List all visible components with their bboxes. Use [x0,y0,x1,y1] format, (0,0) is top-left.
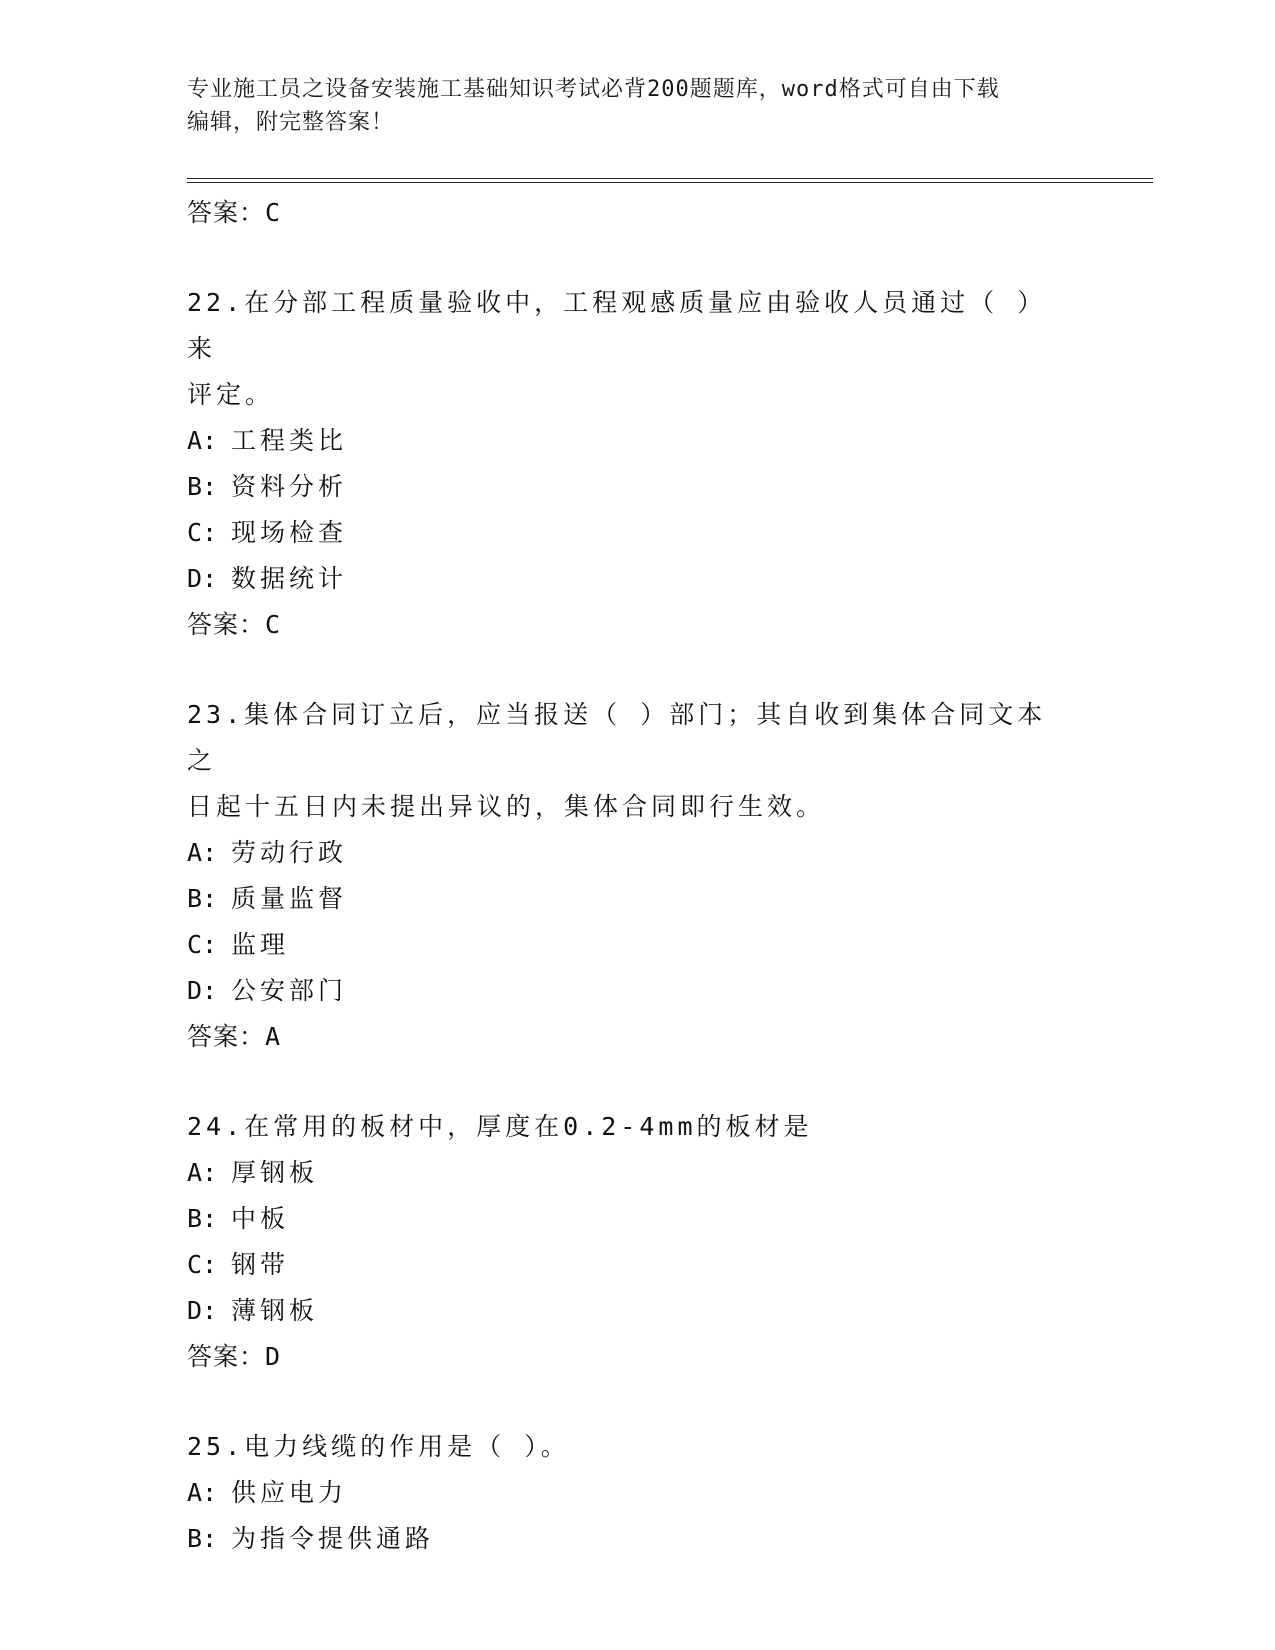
question-text: 25.电力线缆的作用是（ ）。 [187,1432,570,1461]
option-a [187,1150,1067,1196]
document-body [187,190,1067,1562]
option-a [187,1470,1067,1516]
question-text: 24.在常用的板材中，厚度在0.2-4mm的板材是 [187,1112,813,1141]
option-letter: A: [187,838,218,867]
option-text: 钢带 [231,1250,290,1279]
answer-line [187,602,1067,648]
option-text: 资料分析 [231,472,348,501]
answer-line [187,1014,1067,1060]
option-text: 劳动行政 [231,838,348,867]
document-header [187,73,1067,139]
answer-value: C [265,198,282,227]
answer-line [187,190,1067,236]
option-text: 工程类比 [231,426,348,455]
option-text: 公安部门 [231,976,348,1005]
option-a [187,830,1067,876]
option-letter: A: [187,426,218,455]
answer-label: 答案： [187,610,266,639]
option-c [187,510,1067,556]
question-25 [187,1424,1067,1562]
option-d [187,556,1067,602]
option-b [187,1516,1067,1562]
question-23 [187,692,1067,1060]
answer-line [187,1334,1067,1380]
header-line-1: 专业施工员之设备安装施工基础知识考试必背200题题库，word格式可自由下载 [187,77,1000,102]
option-c [187,1242,1067,1288]
option-text: 中板 [231,1204,290,1233]
option-text: 为指令提供通路 [231,1524,435,1553]
answer-value: D [265,1342,282,1371]
question-text: 22.在分部工程质量验收中，工程观感质量应由验收人员通过（ ）来 [187,288,1047,363]
option-text: 薄钢板 [231,1296,319,1325]
option-text: 供应电力 [231,1478,348,1507]
answer-label: 答案： [187,1342,266,1371]
option-letter: D: [187,564,218,593]
answer-label: 答案： [187,1022,266,1051]
option-letter: A: [187,1478,218,1507]
question-24 [187,1104,1067,1380]
question-text-continued: 日起十五日内未提出异议的，集体合同即行生效。 [187,792,826,821]
option-c [187,922,1067,968]
option-letter: B: [187,1204,218,1233]
answer-value: A [265,1022,282,1051]
option-letter: C: [187,1250,218,1279]
option-letter: B: [187,1524,218,1553]
option-text: 数据统计 [231,564,348,593]
option-text: 监理 [231,930,290,959]
option-b [187,1196,1067,1242]
option-text: 质量监督 [231,884,348,913]
option-letter: D: [187,976,218,1005]
option-d [187,968,1067,1014]
option-letter: D: [187,1296,218,1325]
option-letter: A: [187,1158,218,1187]
option-letter: B: [187,884,218,913]
option-text: 现场检查 [231,518,348,547]
question-text-continued: 评定。 [187,380,275,409]
answer-label: 答案： [187,198,266,227]
option-b [187,876,1067,922]
option-d [187,1288,1067,1334]
option-text: 厚钢板 [231,1158,319,1187]
option-b [187,464,1067,510]
option-letter: C: [187,518,218,547]
option-letter: B: [187,472,218,501]
option-a [187,418,1067,464]
option-letter: C: [187,930,218,959]
question-text: 23.集体合同订立后，应当报送（ ）部门；其自收到集体合同文本之 [187,700,1047,775]
header-divider-bottom [187,182,1153,183]
header-divider-top [187,178,1153,179]
header-line-2: 编辑，附完整答案！ [187,110,395,135]
question-22 [187,280,1067,648]
answer-value: C [265,610,282,639]
